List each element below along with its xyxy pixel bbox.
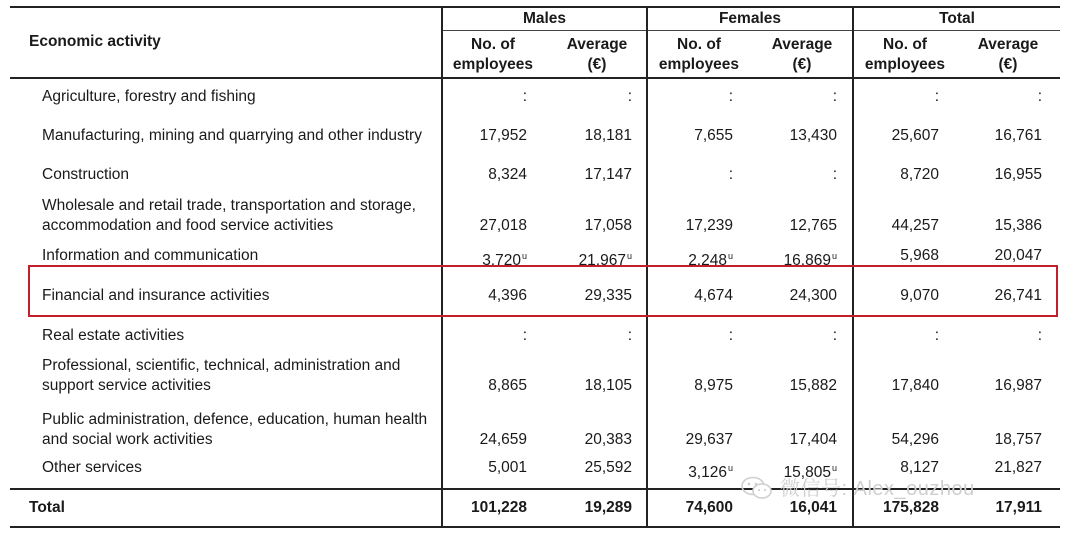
value-cell: 29,637 [685,431,733,448]
value-cell: 5,001 [488,459,527,476]
group-header-females: Females [718,10,782,27]
total-value-cell: 16,041 [789,499,837,516]
value-cell: 26,741 [994,287,1042,304]
value-cell: : [832,327,837,344]
value-cell: : [627,88,632,105]
col-header-count: No. of employees [658,36,740,73]
value-cell: 24,300 [789,287,837,304]
value-cell: : [1037,88,1042,105]
value-cell: : [934,327,939,344]
value-cell: : [728,88,733,105]
value-cell: 21,967$^u$ [578,251,632,269]
value-cell: : [522,327,527,344]
value-cell: 18,105 [584,377,632,394]
value-cell: 20,047 [994,247,1042,264]
value-cell: 4,396 [488,287,527,304]
value-cell: 44,257 [891,217,939,234]
value-cell: 29,335 [584,287,632,304]
activity-label: Real estate activities [42,327,185,344]
bottom-rule [10,526,1060,528]
value-cell: 8,324 [488,166,527,183]
value-cell: 2,248$^u$ [688,251,733,269]
total-value-cell: 17,911 [995,499,1042,516]
value-cell: 18,757 [994,431,1042,448]
reliability-flag: u [831,251,837,261]
value-cell: 16,869$^u$ [783,251,837,269]
value-cell: 5,968 [900,247,939,264]
col-header-count: No. of employees [452,36,534,73]
total-value-cell: 74,600 [685,499,733,516]
col-header-count: No. of employees [864,36,946,73]
value-cell: 20,383 [584,431,632,448]
activity-label: Public administration, defence, education, human health and social work activities [42,411,428,448]
value-cell: 15,805$^u$ [783,463,837,481]
total-value-cell: 175,828 [882,499,939,516]
value-cell: 18,181 [584,127,632,144]
value-cell: 8,127 [900,459,939,476]
value-cell: : [934,88,939,105]
value-cell: 54,296 [891,431,939,448]
col-header-average: Average (€) [977,36,1039,73]
value-cell: 17,147 [584,166,632,183]
total-row-label: Total [29,499,65,516]
group-header-males: Males [522,10,567,27]
value-cell: 24,659 [479,431,527,448]
value-cell: 8,865 [488,377,527,394]
col-header-average: Average (€) [771,36,833,73]
value-cell: 9,070 [900,287,939,304]
reliability-flag: u [831,463,837,473]
group-header-rule [442,30,1060,31]
reliability-flag: u [521,251,527,261]
value-cell: 16,987 [994,377,1042,394]
value-cell: : [522,88,527,105]
reliability-flag: u [727,463,733,473]
value-cell: : [832,166,837,183]
value-cell: : [627,327,632,344]
activity-label: Information and communication [42,247,259,264]
value-cell: 3,720$^u$ [482,251,527,269]
total-value-cell: 19,289 [584,499,632,516]
watermark-text: 微信号: Alex_ouzhou [780,478,975,500]
value-cell: 12,765 [789,217,837,234]
value-cell: 16,955 [994,166,1042,183]
activity-label: Other services [42,459,142,476]
value-cell: 16,761 [994,127,1042,144]
value-cell: 17,058 [584,217,632,234]
value-cell: : [728,166,733,183]
activity-label: Wholesale and retail trade, transportation and storage, accommodation and food service activities [42,197,416,234]
group-header-total: Total [939,10,975,27]
value-cell: 15,882 [789,377,837,394]
value-cell: 17,840 [891,377,939,394]
value-cell: 3,126$^u$ [688,463,733,481]
highlight-box [28,265,1058,317]
total-value-cell: 101,228 [470,499,527,516]
value-cell: 15,386 [994,217,1042,234]
value-cell: 17,404 [789,431,837,448]
value-cell: : [728,327,733,344]
activity-label: Manufacturing, mining and quarrying and other industry [42,127,422,144]
value-cell: 4,674 [694,287,733,304]
value-cell: 8,975 [694,377,733,394]
value-cell: 25,607 [891,127,939,144]
value-cell: 17,239 [685,217,733,234]
header-bottom-rule [10,77,1060,79]
activity-label: Financial and insurance activities [42,287,270,304]
activity-label: Construction [42,166,130,183]
value-cell: 17,952 [479,127,527,144]
col-header-average: Average (€) [566,36,628,73]
activity-column-header: Economic activity [29,33,161,50]
value-cell: 8,720 [900,166,939,183]
value-cell: 27,018 [479,217,527,234]
value-cell: : [1037,327,1042,344]
wechat-icon [740,476,774,500]
reliability-flag: u [727,251,733,261]
value-cell: 21,827 [994,459,1042,476]
value-cell: 7,655 [694,127,733,144]
value-cell: : [832,88,837,105]
top-rule [10,6,1060,8]
value-cell: 13,430 [789,127,837,144]
watermark [740,472,975,501]
activity-label: Professional, scientific, technical, administration and support service activities [42,357,401,394]
value-cell: 25,592 [584,459,632,476]
reliability-flag: u [626,251,632,261]
activity-label: Agriculture, forestry and fishing [42,88,256,105]
